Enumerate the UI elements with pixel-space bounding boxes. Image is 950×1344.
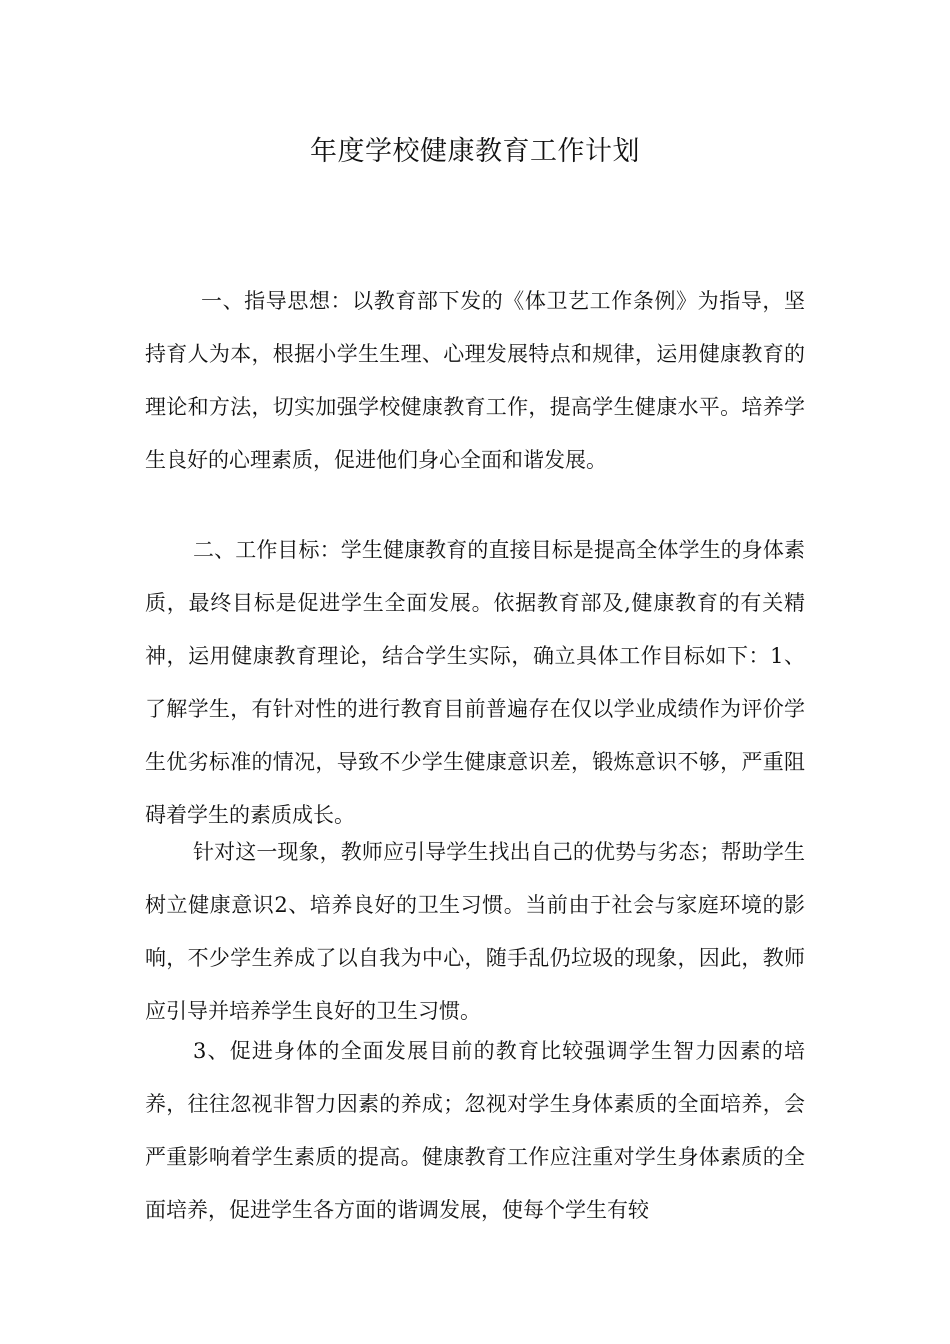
paragraph-guiding-ideology: 一、指导思想：以教育部下发的《体卫艺工作条例》为指导，坚持育人为本，根据小学生生理、心理发展特点和规律，运用健康教育的理论和方法，切实加强学校健康教育工作，提高学生健康水平。培养学生良好的心理素质，促进他们身心全面和谐发展。: [145, 289, 805, 472]
document-title: 年度学校健康教育工作计划: [310, 136, 640, 167]
paragraph-physical-development: 3、促进身体的全面发展目前的教育比较强调学生智力因素的培养，往往忽视非智力因素的养成；忽视对学生身体素质的全面培养，会严重影响着学生素质的提高。健康教育工作应注重对学生身体素质的全面培养，促进学生各方面的谐调发展，使每个学生有较: [145, 1039, 805, 1222]
paragraph-hygiene-habits: 针对这一现象，教师应引导学生找出自己的优势与劣态；帮助学生树立健康意识2、培养良好的卫生习惯。当前由于社会与家庭环境的影响，不少学生养成了以自我为中心，随手乱仍垃圾的现象，因此，教师应引导并培养学生良好的卫生习惯。: [145, 840, 805, 1023]
paragraph-work-goals: 二、工作目标：学生健康教育的直接目标是提高全体学生的身体素质，最终目标是促进学生全面发展。依据教育部及,健康教育的有关精神，运用健康教育理论，结合学生实际，确立具体工作目标如下：1、了解学生，有针对性的进行教育目前普遍存在仅以学业成绩作为评价学生优劣标准的情况，导致不少学生健康意识差，锻炼意识不够，严重阻碍着学生的素质成长。: [145, 538, 805, 827]
